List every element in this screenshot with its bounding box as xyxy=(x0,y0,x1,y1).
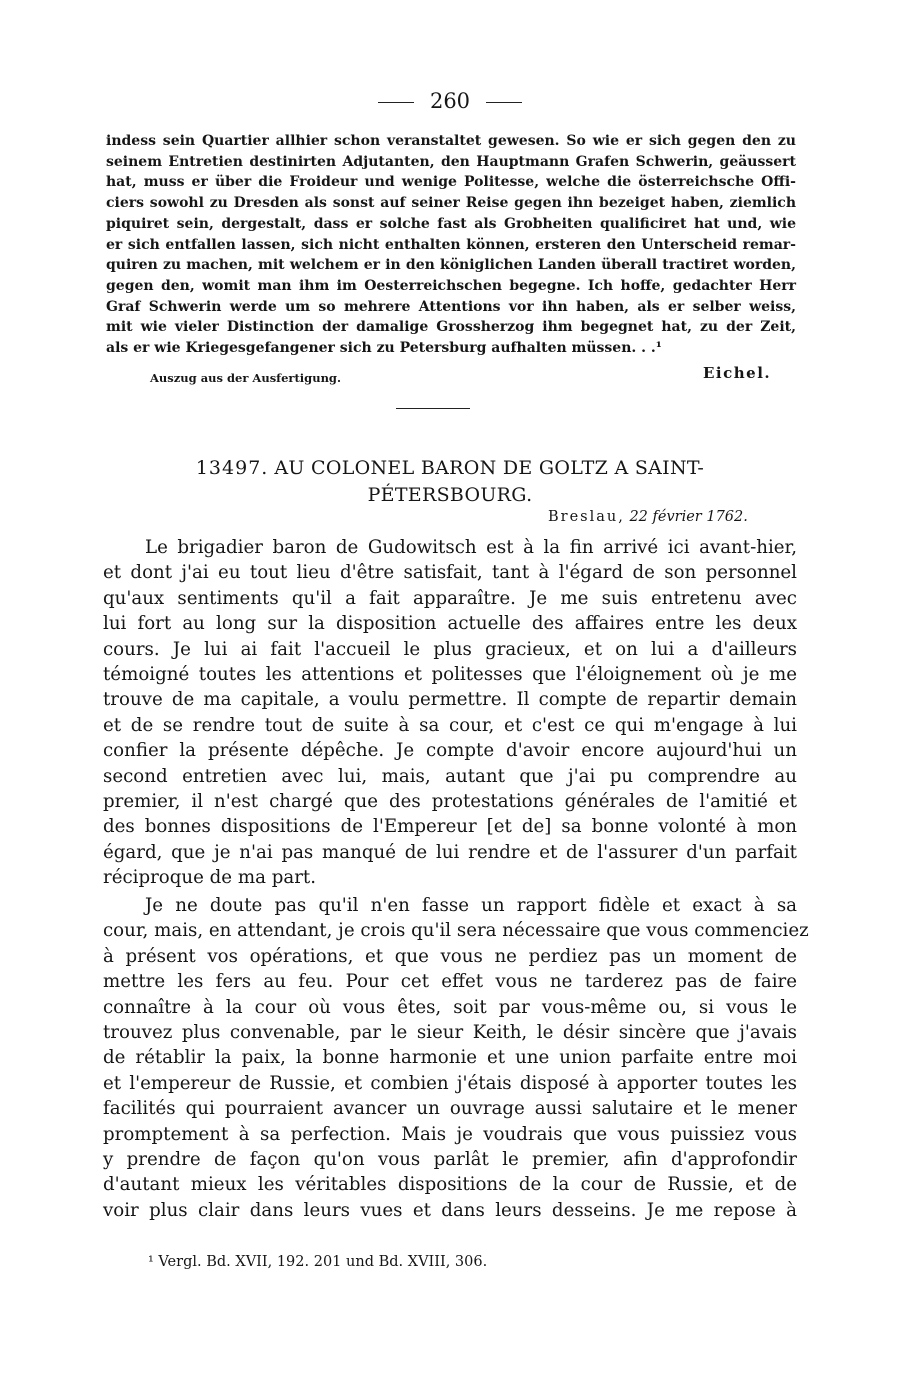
body-line: cour, mais, en attendant, je crois qu'il sera nécessaire que vous commenciez xyxy=(103,920,809,942)
excerpt-line: Graf Schwerin werde um so mehrere Attentions vor ihn haben, als er selber weiss, xyxy=(106,298,796,315)
header-dash-right xyxy=(486,102,522,103)
excerpt-line: er sich entfallen lassen, sich nicht enthalten können, ersteren den Unterscheid remar- xyxy=(106,236,796,253)
body-line: premier, il n'est chargé que des protestations générales de l'amitié et xyxy=(103,791,797,813)
body-line: d'autant mieux les véritables dispositions de la cour de Russie, et de xyxy=(103,1174,797,1196)
excerpt-line: mit wie vieler Distinction der damalige Grossherzog ihm begegnet hat, zu der Zeit, xyxy=(106,319,796,336)
body-line: témoigné toutes les attentions et politesses que l'éloignement où je me xyxy=(103,664,797,686)
body-line: cours. Je lui ai fait l'accueil le plus gracieux, et on lui a d'ailleurs xyxy=(103,638,797,660)
body-line: mettre les fers au feu. Pour cet effet vous ne tarderez pas de faire xyxy=(103,971,797,993)
body-line: réciproque de ma part. xyxy=(103,867,316,889)
paragraph-2 xyxy=(103,893,809,1223)
header-dash-left xyxy=(378,102,414,103)
body-line: et l'empereur de Russie, et combien j'étais disposé à apporter toutes les xyxy=(103,1072,797,1094)
date-place: Breslau, xyxy=(548,509,625,525)
excerpt-line: indess sein Quartier allhier schon veranstaltet gewesen. So wie er sich gegen den zu xyxy=(106,133,796,149)
body-line: connaître à la cour où vous êtes, soit par vous-même ou, si vous le xyxy=(103,996,797,1018)
body-line: Je ne doute pas qu'il n'en fasse un rapport fidèle et exact à sa xyxy=(145,895,797,916)
page-header xyxy=(0,86,900,116)
signature: Eichel. xyxy=(703,364,772,382)
paragraph-1 xyxy=(103,535,797,891)
dateline xyxy=(548,509,748,525)
body-line: à présent vos opérations, et que vous ne perdiez pas un moment de xyxy=(103,945,797,967)
body-line: second entretien avec lui, mais, autant que j'ai pu comprendre au xyxy=(103,765,797,787)
excerpt-line: seinem Entretien destinirten Adjutanten, den Hauptmann Grafen Schwerin, geäussert xyxy=(106,153,796,170)
excerpt-line: piquiret sein, dergestalt, dass er solche fast als Grobheiten qualificiret hat und, wie xyxy=(106,215,796,232)
excerpt-line: ciers sowohl zu Dresden als sonst auf seiner Reise gegen ihn bezeiget haben, ziemlich xyxy=(106,195,796,212)
body-line: trouve de ma capitale, a voulu permettre. Il compte de repartir demain xyxy=(103,689,797,711)
body-line: voir plus clair dans leurs vues et dans leurs desseins. Je me repose à xyxy=(103,1199,797,1221)
body-line: lui fort au long sur la disposition actuelle des affaires entre les deux xyxy=(103,613,797,635)
source-note: Auszug aus der Ausfertigung. xyxy=(150,371,341,385)
body-line: des bonnes dispositions de l'Empereur [et de] sa bonne volonté à mon xyxy=(103,816,797,838)
body-line: qu'aux sentiments qu'il a fait apparaître. Je me suis entretenu avec xyxy=(103,587,797,609)
excerpt-line: quiren zu machen, mit welchem er in den königlichen Landen überall tractiret worden, xyxy=(106,257,796,274)
title-line-1: AU COLONEL BARON DE GOLTZ A SAINT- xyxy=(274,457,705,479)
page-number: 260 xyxy=(429,89,471,113)
body-line: et dont j'ai eu tout lieu d'être satisfait, tant à l'égard de son personnel xyxy=(103,562,797,584)
footnote: ¹ Vergl. Bd. XVII, 192. 201 und Bd. XVIII, 306. xyxy=(148,1254,488,1270)
body-line: Le brigadier baron de Gudowitsch est à la fin arrivé ici avant-hier, xyxy=(145,537,797,558)
body-line: égard, que je n'ai pas manqué de lui rendre et de l'assurer d'un parfait xyxy=(103,841,797,863)
excerpt-line: als er wie Kriegesgefangener sich zu Petersburg aufhalten müssen. . .¹ xyxy=(106,340,662,357)
document-number: 13497. xyxy=(195,457,269,479)
document-title xyxy=(100,455,800,509)
body-line: promptement à sa perfection. Mais je voudrais que vous puissiez vous xyxy=(103,1123,797,1145)
title-line-2: PÉTERSBOURG. xyxy=(367,484,533,506)
body-line: et de se rendre tout de suite à sa cour, et c'est ce qui m'engage à lui xyxy=(103,714,797,736)
body-line: confier la présente dépêche. Je compte d'avoir encore aujourd'hui un xyxy=(103,740,797,762)
letter-excerpt xyxy=(106,131,796,359)
body-line: de rétablir la paix, la bonne harmonie et une union parfaite entre moi xyxy=(103,1047,797,1069)
excerpt-line: hat, muss er über die Froideur und wenige Politesse, welche die österreichsche Offi- xyxy=(106,174,796,191)
body-line: facilités qui pourraient avancer un ouvrage aussi salutaire et le mener xyxy=(103,1098,797,1120)
body-line: y prendre de façon qu'on vous parlât le premier, afin d'approfondir xyxy=(103,1149,797,1171)
body-line: trouvez plus convenable, par le sieur Keith, le désir sincère que j'avais xyxy=(103,1022,797,1044)
date-value: 22 février 1762. xyxy=(629,509,748,525)
section-divider xyxy=(396,408,470,409)
excerpt-line: gegen den, womit man ihm im Oesterreichschen begegne. Ich hoffe, gedachter Herr xyxy=(106,277,796,294)
